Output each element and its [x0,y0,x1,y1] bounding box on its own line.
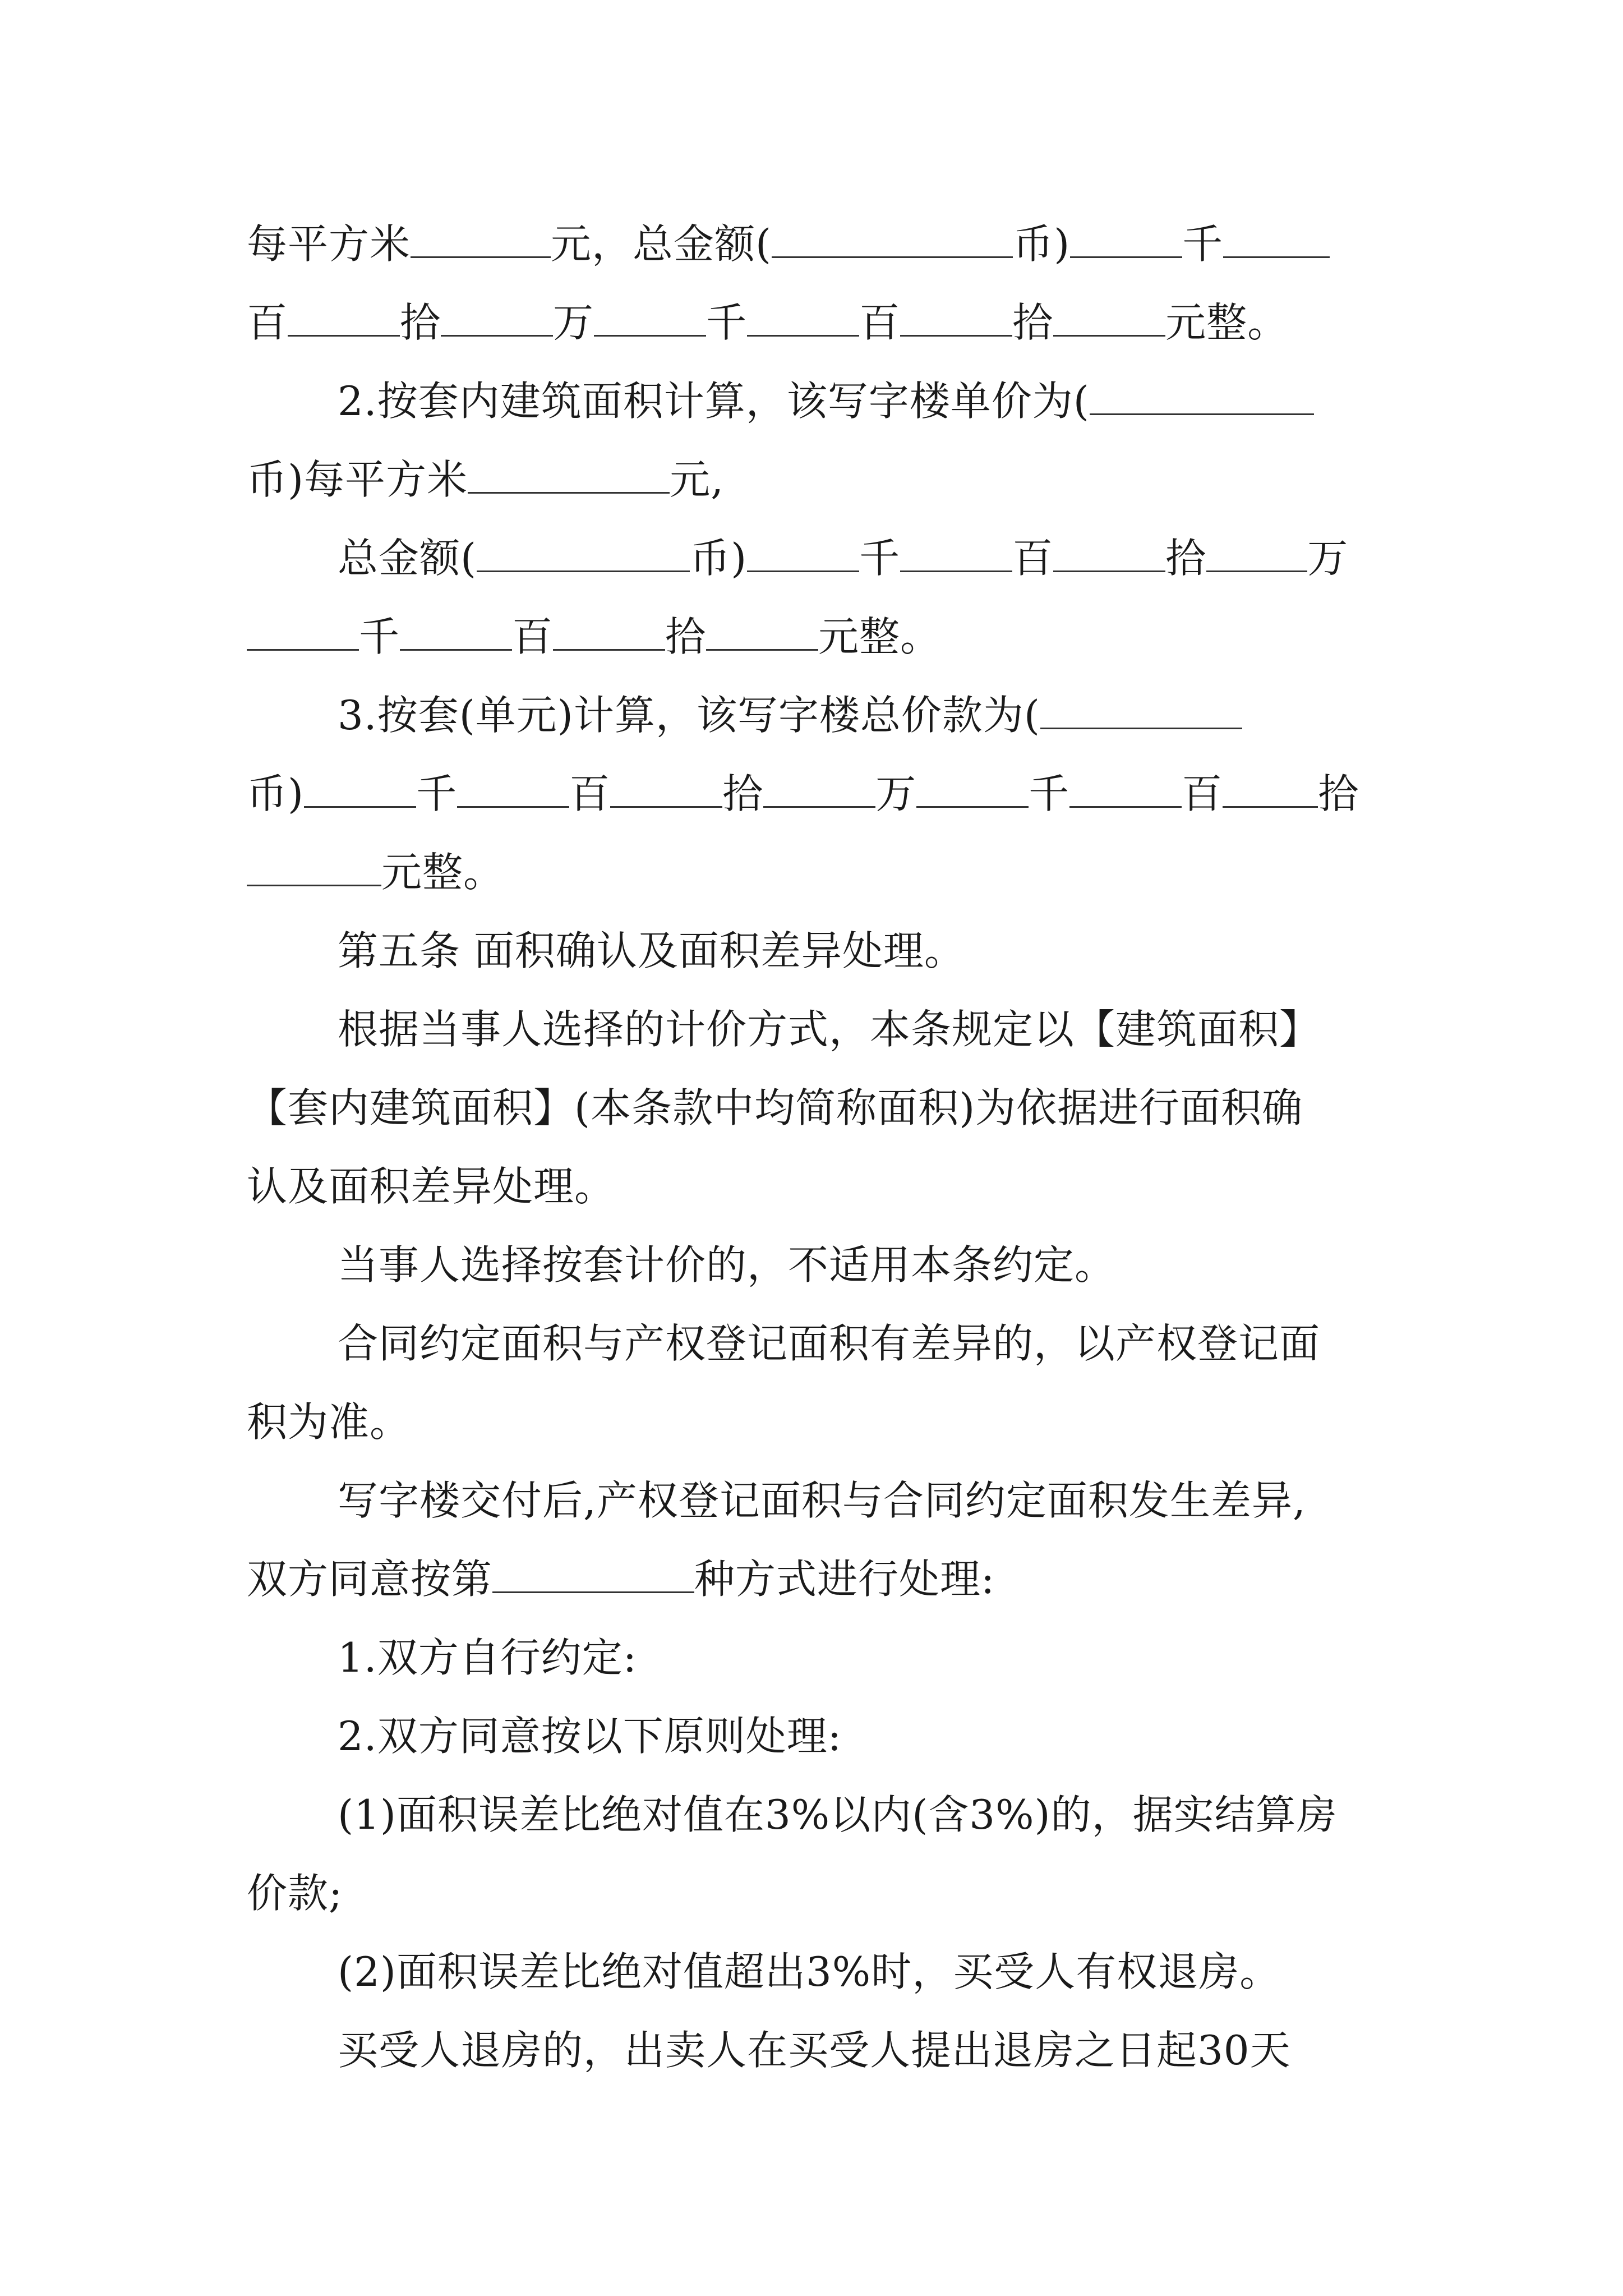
fill-blank [610,769,722,808]
text-line: 合同约定面积与产权登记面积有差异的，以产权登记面 [338,1320,1321,1367]
text-segment: 千 [859,535,901,582]
text-line: 价款; [247,1870,343,1917]
fill-blank [1053,298,1165,337]
text-line [338,373,1314,429]
text-segment: 元整。 [818,613,942,660]
fill-blank [553,612,665,651]
fill-blank [1223,769,1318,808]
text-segment: 双方同意按第 [247,1556,493,1603]
text-segment: 拾 [722,770,764,817]
text-segment: 百 [859,299,901,346]
text-segment: 总金额( [338,535,477,582]
text-segment: 百 [512,613,554,660]
text-line [247,844,504,900]
fill-blank [1223,219,1330,258]
text-segment: 千 [416,770,458,817]
fill-blank [1040,691,1242,729]
list-item: 2.双方同意按以下原则处理: [338,1713,842,1760]
fill-blank [400,612,512,651]
text-line: 买受人退房的，出卖人在买受人提出退房之日起30天 [338,2027,1291,2074]
fill-blank [747,533,859,572]
text-line [247,609,941,665]
text-segment: 币)每平方米 [247,456,468,503]
fill-blank [772,219,1013,258]
text-segment: 币) [690,535,748,582]
text-segment: 每平方米 [247,220,411,268]
text-segment: 2.按套内建筑面积计算，该写字楼单价为( [338,378,1090,425]
text-segment: 元整。 [1165,299,1289,346]
fill-blank [594,298,706,337]
fill-blank [247,848,381,886]
fill-blank [747,298,859,337]
text-segment: 拾 [1012,299,1054,346]
text-segment: 拾 [1165,535,1207,582]
fill-blank [477,533,690,572]
text-segment: 千 [706,299,748,346]
fill-blank [1090,376,1314,415]
fill-blank [900,533,1012,572]
fill-blank [900,298,1012,337]
text-segment: 万 [875,770,917,817]
fill-blank [304,769,416,808]
text-segment: 百 [569,770,611,817]
fill-blank [1053,533,1165,572]
fill-blank [247,612,359,651]
text-segment: 千 [359,613,400,660]
text-segment: 拾 [400,299,441,346]
fill-blank [706,612,818,651]
text-segment: 千 [1182,220,1224,268]
fill-blank [1206,533,1307,572]
text-line: 认及面积差异处理。 [247,1163,616,1210]
text-segment: 拾 [1318,770,1359,817]
text-line: 积为准。 [247,1398,411,1446]
text-line: 【套内建筑面积】(本条款中均简称面积)为依据进行面积确 [247,1084,1303,1131]
text-segment: 千 [1029,770,1070,817]
text-line [247,766,1359,822]
fill-blank [1070,219,1182,258]
text-line: 根据当事人选择的计价方式，本条规定以【建筑面积】 [338,1006,1321,1053]
text-line [247,1551,995,1607]
text-segment: 百 [247,299,288,346]
fill-blank [441,298,553,337]
list-item: 1.双方自行约定: [338,1634,637,1681]
text-segment: 币) [1013,220,1071,268]
text-segment: 3.按套(单元)计算，该写字楼总价款为( [338,692,1040,739]
fill-blank [916,769,1029,808]
list-item: (2)面积误差比绝对值超出3%时，买受人有权退房。 [338,1948,1281,1995]
text-segment: 百 [1012,535,1054,582]
text-line: 写字楼交付后,产权登记面积与合同约定面积发生差异, [338,1477,1306,1524]
fill-blank [468,455,670,494]
text-segment: 种方式进行处理: [694,1556,995,1603]
text-segment: 万 [1307,535,1349,582]
text-line [338,687,1242,743]
fill-blank [411,219,551,258]
text-segment: 币) [247,770,305,817]
fill-blank [457,769,569,808]
text-segment: 拾 [665,613,707,660]
list-item: (1)面积误差比绝对值在3%以内(含3%)的，据实结算房 [338,1791,1338,1838]
text-line [247,295,1288,351]
text-segment: 元，总金额( [551,220,772,268]
section-heading: 第五条 面积确认及面积差异处理。 [338,927,965,974]
fill-blank [1069,769,1182,808]
text-line [338,530,1348,586]
text-line [247,216,1330,272]
fill-blank [492,1554,694,1593]
fill-blank [763,769,875,808]
text-segment: 元整。 [381,849,505,896]
text-line [247,452,724,508]
fill-blank [288,298,400,337]
text-segment: 元, [670,456,724,503]
text-segment: 百 [1182,770,1223,817]
text-line: 当事人选择按套计价的，不适用本条约定。 [338,1241,1116,1289]
text-segment: 万 [553,299,594,346]
